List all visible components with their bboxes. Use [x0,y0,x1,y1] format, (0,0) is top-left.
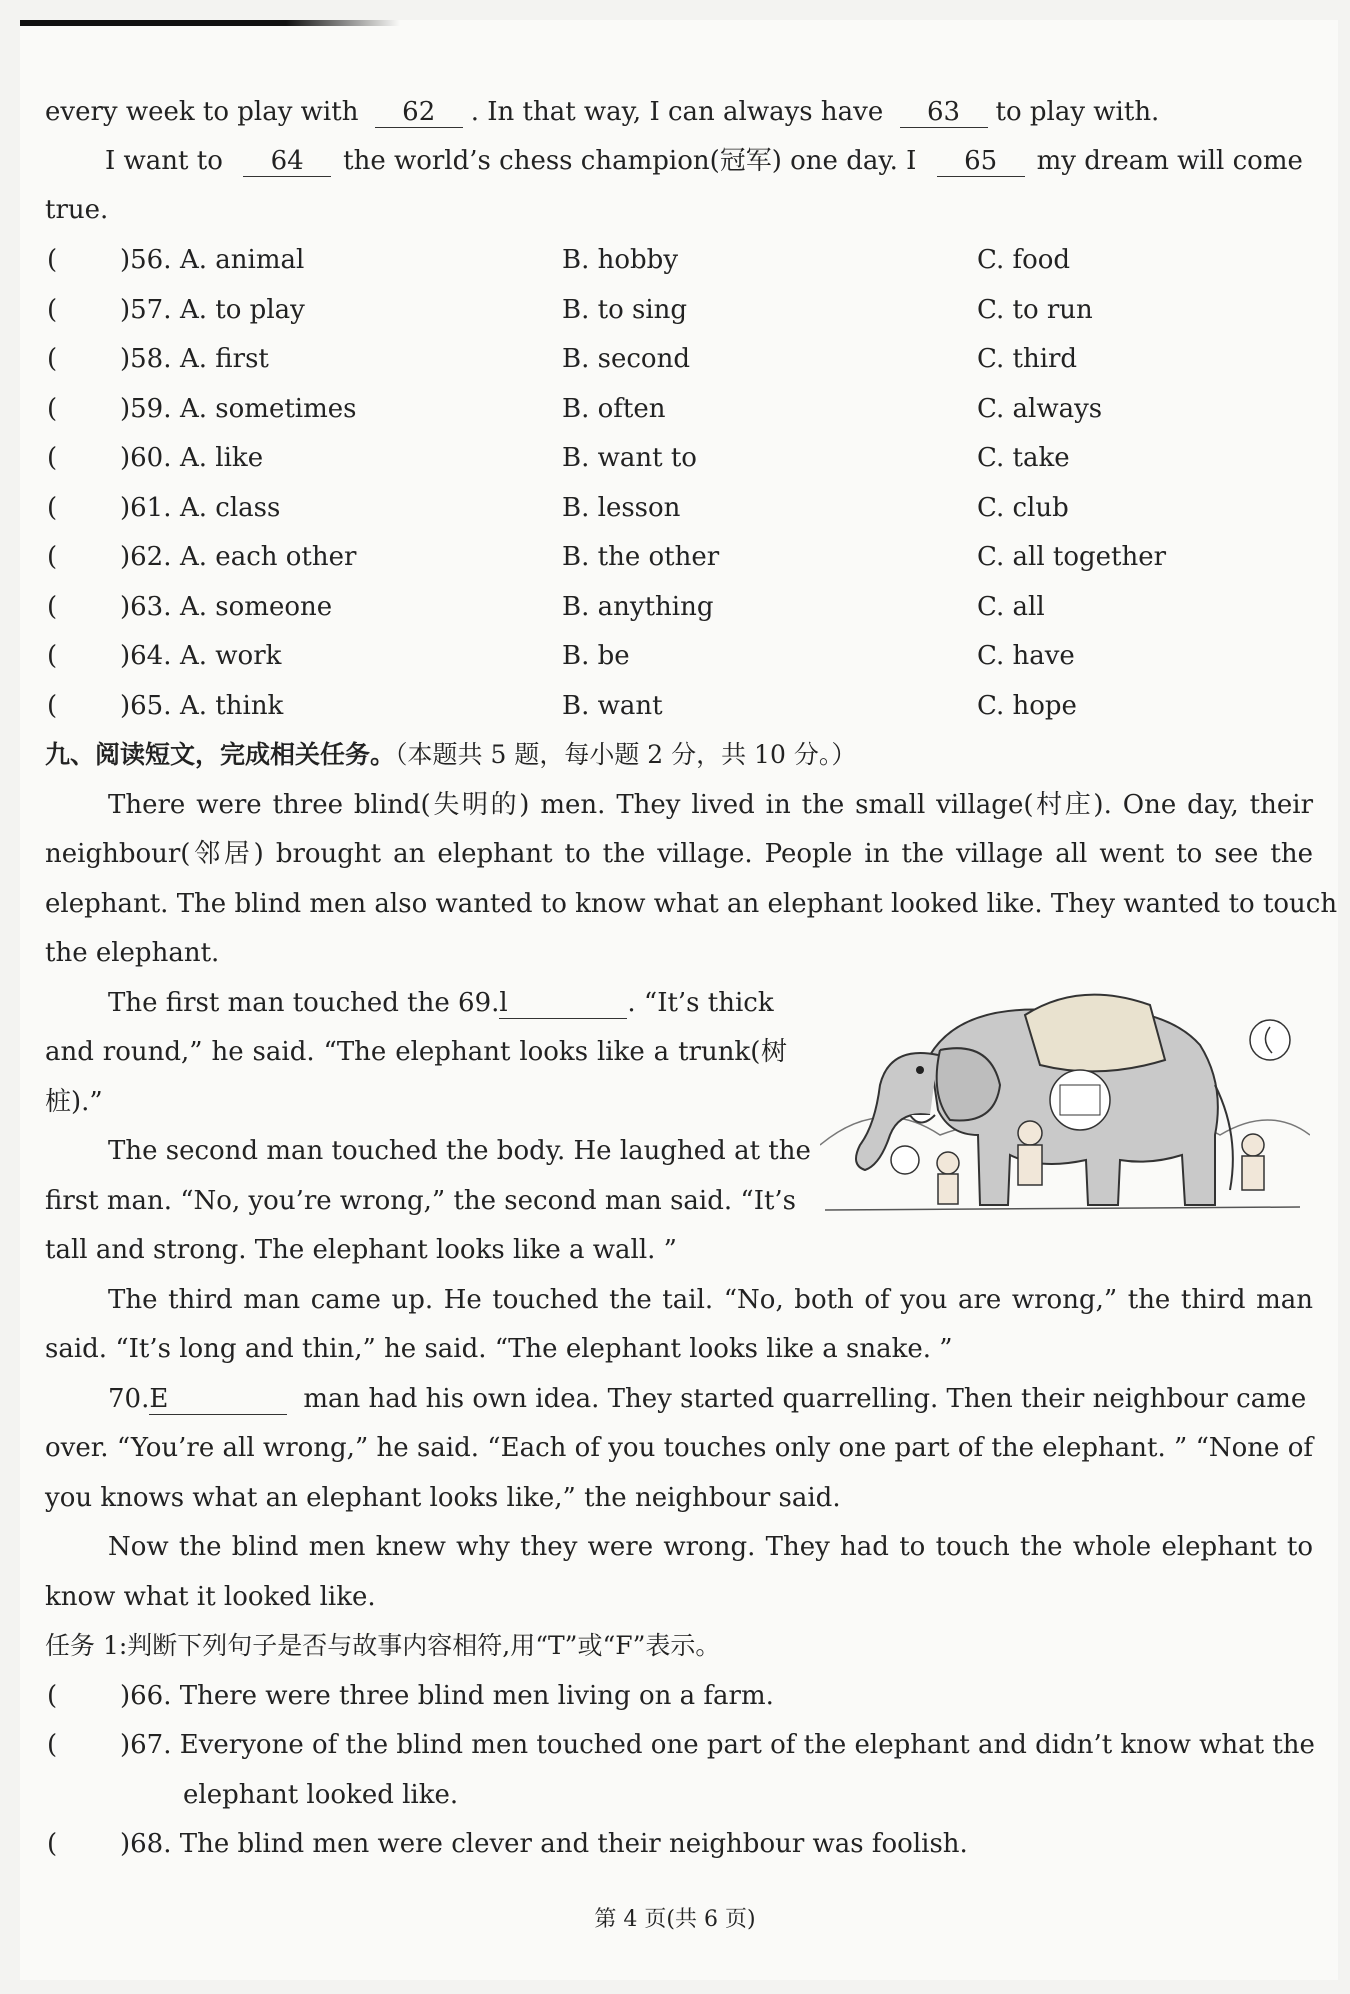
passage-line: 桩).” [45,1087,103,1117]
task-item-67: )67. Everyone of the blind men touched one part of the elephant and didn’t know what the [120,1730,1315,1760]
section-9-heading [45,735,856,775]
cloze-text: my dream will come [1036,146,1303,176]
option-c[interactable]: C. hope [977,690,1077,721]
question-number: )63. [120,591,172,622]
option-a[interactable]: A. class [180,492,281,523]
passage-line: The third man came up. He touched the tail. “No, both of you are wrong,” the third man [108,1285,1313,1315]
paren-open: ( [47,690,58,721]
option-b[interactable]: B. want to [562,443,697,473]
task-item-66: )66. There were three blind men living on a farm. [120,1681,774,1711]
question-number: )60. [120,443,172,473]
passage-line: elephant. The blind men also wanted to know what an elephant looked like. They wanted to touch [45,889,1338,919]
section-title: 九、阅读短文，完成相关任务。 [45,740,396,769]
passage-text: . “It’s thick [627,988,774,1018]
option-a[interactable]: A. to play [180,294,305,325]
paren-open: ( [47,1829,58,1859]
passage-line [108,983,774,1023]
question-number: )64. [120,641,172,671]
page-footer: 第 4 页(共 6 页) [594,1907,756,1932]
paren-open: ( [47,393,58,424]
option-a[interactable]: A. like [180,443,264,473]
option-b[interactable]: B. anything [562,591,714,622]
passage-text: man had his own idea. They started quarrelling. Then their neighbour came [303,1384,1307,1414]
passage-text: The first man touched the 69. [108,988,500,1018]
question-number: )58. [120,344,172,374]
blank-65[interactable]: 65 [937,146,1025,177]
option-c[interactable]: C. have [977,641,1075,671]
passage-line: There were three blind(失明的) men. They lived in the small village(村庄). One day, their [108,790,1313,820]
option-b[interactable]: B. lesson [562,492,681,523]
paren-open: ( [47,542,58,572]
option-c[interactable]: C. all together [977,542,1167,572]
paren-open: ( [47,294,58,325]
passage-line: the elephant. [45,938,220,968]
question-number: )65. [120,690,172,721]
passage-line: and round,” he said. “The elephant looks like a trunk(树 [45,1037,787,1067]
question-number: )57. [120,294,172,325]
task-item-67-cont: elephant looked like. [183,1780,459,1810]
cloze-text: the world’s chess champion(冠军) one day. I [343,146,917,176]
passage-line [108,1379,1306,1419]
passage-line: The second man touched the body. He laughed at the [108,1136,811,1166]
option-c[interactable]: C. food [977,245,1071,275]
task-item-68: )68. The blind men were clever and their neighbour was foolish. [120,1829,968,1859]
question-number: )56. [120,245,172,275]
option-b[interactable]: B. want [562,690,663,721]
cloze-line-1 [45,92,1160,132]
passage-line: neighbour(邻居) brought an elephant to the village. People in the village all went to see the [45,839,1313,869]
passage-line: said. “It’s long and thin,” he said. “The elephant looks like a snake. ” [45,1334,953,1364]
passage-line: Now the blind men knew why they were wrong. They had to touch the whole elephant to [108,1532,1313,1562]
option-c[interactable]: C. take [977,443,1070,473]
question-number: )61. [120,492,172,523]
cloze-line-2 [105,141,1320,181]
option-a[interactable]: A. animal [180,245,305,275]
option-a[interactable]: A. someone [180,591,333,622]
passage-line: know what it looked like. [45,1582,376,1612]
paren-open: ( [47,245,58,275]
option-a[interactable]: A. sometimes [180,393,357,424]
passage-line: over. “You’re all wrong,” he said. “Each of you touches only one part of the elephant. ” “None of [45,1433,1313,1463]
question-number: )59. [120,393,172,424]
question-number: )62. [120,542,172,572]
option-c[interactable]: C. third [977,344,1078,374]
section-note: （本题共 5 题，每小题 2 分，共 10 分。） [395,740,857,769]
blank-64[interactable]: 64 [243,146,331,177]
paren-open: ( [47,344,58,374]
paren-open: ( [47,591,58,622]
paren-open: ( [47,492,58,523]
blank-63[interactable]: 63 [900,97,988,128]
option-b[interactable]: B. to sing [562,294,688,325]
top-rule [20,20,400,26]
cloze-line-3: true. [45,195,109,225]
option-c[interactable]: C. all [977,591,1045,622]
elephant-illustration [820,985,1310,1240]
option-c[interactable]: C. to run [977,294,1093,325]
cloze-text: . In that way, I can always have [470,97,884,127]
paren-open: ( [47,443,58,473]
option-a[interactable]: A. think [180,690,284,721]
task-1-heading: 任务 1:判断下列句子是否与故事内容相符,用“T”或“F”表示。 [45,1631,721,1660]
blank-62[interactable]: 62 [375,97,463,128]
cloze-text: to play with. [995,97,1160,127]
blank-70[interactable]: E [149,1384,287,1415]
paren-open: ( [47,1681,58,1711]
option-a[interactable]: A. work [180,641,282,671]
blank-69[interactable]: l [499,988,627,1019]
passage-line: first man. “No, you’re wrong,” the second man said. “It’s [45,1186,797,1216]
option-b[interactable]: B. the other [562,542,720,572]
option-a[interactable]: A. first [180,344,269,374]
option-c[interactable]: C. club [977,492,1069,523]
option-b[interactable]: B. hobby [562,245,679,275]
passage-line: you knows what an elephant looks like,” the neighbour said. [45,1483,841,1513]
paren-open: ( [47,641,58,671]
cloze-text: every week to play with [45,97,359,127]
passage-text: 70. [108,1384,150,1414]
option-c[interactable]: C. always [977,393,1103,424]
cloze-text: I want to [105,146,223,176]
option-a[interactable]: A. each other [180,542,357,572]
option-b[interactable]: B. second [562,344,690,374]
passage-line: tall and strong. The elephant looks like a wall. ” [45,1235,677,1265]
option-b[interactable]: B. often [562,393,666,424]
paren-open: ( [47,1730,58,1760]
option-b[interactable]: B. be [562,641,630,671]
